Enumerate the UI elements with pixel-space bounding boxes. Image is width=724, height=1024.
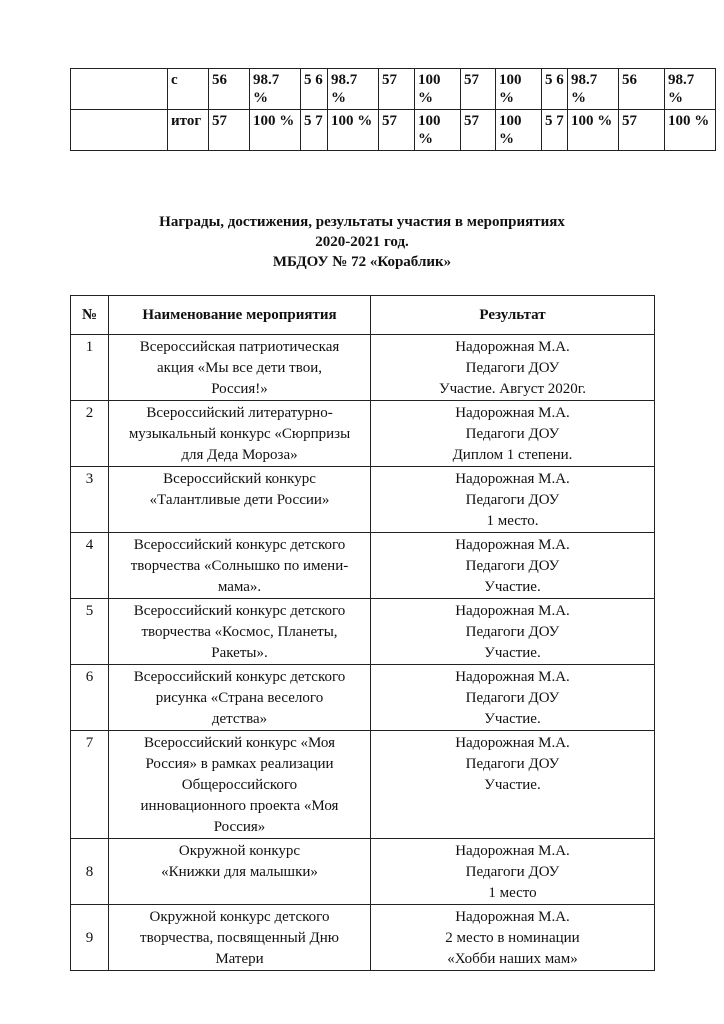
- award-event-line: Матери: [215, 951, 264, 967]
- award-number: 5: [71, 599, 109, 665]
- award-event-line: рисунка «Страна веселого: [155, 690, 324, 706]
- award-result-line: Надорожная М.А.: [455, 735, 570, 751]
- award-number: 4: [71, 533, 109, 599]
- award-result-line: Педагоги ДОУ: [465, 558, 560, 574]
- attendance-cell: 5 6: [301, 69, 328, 110]
- award-event-line: для Деда Мороза»: [181, 447, 298, 463]
- attendance-cell: 57: [461, 69, 496, 110]
- award-event-line: Всероссийский конкурс детского: [133, 537, 346, 553]
- award-row: [71, 905, 655, 971]
- award-event: [109, 599, 371, 665]
- attendance-cell: 100 %: [328, 110, 379, 151]
- attendance-cell: 57: [209, 110, 250, 151]
- award-row: [71, 467, 655, 533]
- award-event-line: Россия»: [213, 819, 266, 835]
- award-result-line: Надорожная М.А.: [455, 471, 570, 487]
- award-result-line: Участие.: [484, 579, 541, 595]
- award-number: 2: [71, 401, 109, 467]
- award-result: [371, 665, 655, 731]
- award-event: [109, 839, 371, 905]
- award-event-line: Россия!»: [211, 381, 268, 397]
- award-event: [109, 905, 371, 971]
- award-row: [71, 533, 655, 599]
- award-result-line: Надорожная М.А.: [455, 405, 570, 421]
- header-event: Наименование мероприятия: [109, 296, 371, 335]
- award-event-line: Всероссийский конкурс «Моя: [143, 735, 336, 751]
- award-result: [371, 401, 655, 467]
- attendance-cell: 98.7 %: [568, 69, 619, 110]
- award-event-line: «Талантливые дети России»: [149, 492, 330, 508]
- attendance-empty-cell: [71, 110, 168, 151]
- attendance-table: [70, 68, 716, 151]
- award-result-line: Диплом 1 степени.: [452, 447, 573, 463]
- award-event: [109, 533, 371, 599]
- award-event-line: Россия» в рамках реализации: [145, 756, 334, 772]
- award-event-line: творчества «Солнышко по имени-: [130, 558, 349, 574]
- attendance-row-label: итог: [168, 110, 209, 151]
- award-result: [371, 731, 655, 839]
- awards-table-header-row: [71, 296, 655, 335]
- award-event-line: мама».: [217, 579, 262, 595]
- award-result-line: Педагоги ДОУ: [465, 690, 560, 706]
- award-event-line: Общероссийского: [181, 777, 298, 793]
- award-event-line: «Книжки для малышки»: [161, 864, 318, 880]
- award-result-line: Надорожная М.А.: [455, 339, 570, 355]
- award-result-line: Участие.: [484, 711, 541, 727]
- header-num: №: [71, 296, 109, 335]
- award-result-line: Педагоги ДОУ: [465, 426, 560, 442]
- award-event: [109, 665, 371, 731]
- attendance-cell: 56: [209, 69, 250, 110]
- attendance-cell: 57: [461, 110, 496, 151]
- award-result-line: Педагоги ДОУ: [465, 864, 560, 880]
- award-result-line: Надорожная М.А.: [455, 909, 570, 925]
- award-result-line: Педагоги ДОУ: [465, 756, 560, 772]
- attendance-cell: 5 7: [542, 110, 568, 151]
- award-result-line: Надорожная М.А.: [455, 843, 570, 859]
- awards-table-body: [71, 335, 655, 971]
- award-event: [109, 335, 371, 401]
- award-result: [371, 467, 655, 533]
- section-heading: [0, 212, 724, 272]
- award-result-line: Надорожная М.А.: [455, 537, 570, 553]
- award-number: 8: [71, 839, 109, 905]
- award-result: [371, 839, 655, 905]
- attendance-cell: 98.7 %: [328, 69, 379, 110]
- award-event-line: детства»: [211, 711, 268, 727]
- award-result-line: Надорожная М.А.: [455, 669, 570, 685]
- award-number: 9: [71, 905, 109, 971]
- award-event-line: Всероссийская патриотическая: [139, 339, 340, 355]
- award-result-line: Надорожная М.А.: [455, 603, 570, 619]
- award-event-line: Всероссийский конкурс детского: [133, 669, 346, 685]
- award-event-line: творчества «Космос, Планеты,: [141, 624, 338, 640]
- attendance-cell: 98.7 %: [250, 69, 301, 110]
- award-result: [371, 335, 655, 401]
- header-result: Результат: [371, 296, 655, 335]
- award-row: [71, 599, 655, 665]
- award-row: [71, 335, 655, 401]
- award-result-line: Участие.: [484, 645, 541, 661]
- award-number: 1: [71, 335, 109, 401]
- award-event-line: Всероссийский конкурс детского: [133, 603, 346, 619]
- award-event-line: музыкальный конкурс «Сюрпризы: [128, 426, 351, 442]
- heading-line-2: 2020-2021 год.: [315, 234, 409, 250]
- attendance-cell: 57: [619, 110, 665, 151]
- attendance-cell: 100 %: [568, 110, 619, 151]
- award-result-line: Педагоги ДОУ: [465, 360, 560, 376]
- heading-line-1: Награды, достижения, результаты участия в мероприятиях: [159, 214, 565, 230]
- attendance-row-label: с: [168, 69, 209, 110]
- award-event-line: творчества, посвященный Дню: [140, 930, 339, 946]
- award-row: [71, 665, 655, 731]
- attendance-cell: 98.7 %: [665, 69, 716, 110]
- award-number: 6: [71, 665, 109, 731]
- attendance-cell: 100 %: [250, 110, 301, 151]
- attendance-cell: 100 %: [415, 110, 461, 151]
- heading-line-3: МБДОУ № 72 «Кораблик»: [272, 254, 452, 270]
- award-result: [371, 599, 655, 665]
- attendance-cell: 5 6: [542, 69, 568, 110]
- award-result: [371, 905, 655, 971]
- award-event: [109, 467, 371, 533]
- award-number: 3: [71, 467, 109, 533]
- award-event-line: Окружной конкурс: [178, 843, 301, 859]
- award-result-line: Участие.: [484, 777, 541, 793]
- award-result-line: 1 место: [488, 885, 537, 901]
- award-event: [109, 401, 371, 467]
- attendance-cell: 100 %: [665, 110, 716, 151]
- attendance-empty-cell: [71, 69, 168, 110]
- award-event-line: инновационного проекта «Моя: [140, 798, 339, 814]
- award-event-line: акция «Мы все дети твои,: [157, 360, 322, 376]
- attendance-cell: 56: [619, 69, 665, 110]
- award-event-line: Ракеты».: [211, 645, 268, 661]
- attendance-row: [71, 69, 716, 110]
- award-result-line: Участие. Август 2020г.: [439, 381, 586, 397]
- attendance-cell: 100 %: [496, 69, 542, 110]
- attendance-cell: 5 7: [301, 110, 328, 151]
- attendance-cell: 57: [379, 69, 415, 110]
- award-event-line: Всероссийский конкурс: [163, 471, 316, 487]
- award-result-line: Педагоги ДОУ: [465, 492, 560, 508]
- award-number: 7: [71, 731, 109, 839]
- attendance-row: [71, 110, 716, 151]
- award-event-line: Окружной конкурс детского: [149, 909, 330, 925]
- attendance-cell: 57: [379, 110, 415, 151]
- attendance-table-body: [71, 69, 716, 151]
- award-result-line: 1 место.: [486, 513, 539, 529]
- award-result-line: Педагоги ДОУ: [465, 624, 560, 640]
- award-row: [71, 401, 655, 467]
- award-event: [109, 731, 371, 839]
- attendance-cell: 100 %: [415, 69, 461, 110]
- awards-table: [70, 295, 655, 971]
- award-result-line: 2 место в номинации: [445, 930, 580, 946]
- award-result-line: «Хобби наших мам»: [447, 951, 578, 967]
- award-result: [371, 533, 655, 599]
- award-row: [71, 731, 655, 839]
- award-event-line: Всероссийский литературно-: [146, 405, 333, 421]
- award-row: [71, 839, 655, 905]
- attendance-cell: 100 %: [496, 110, 542, 151]
